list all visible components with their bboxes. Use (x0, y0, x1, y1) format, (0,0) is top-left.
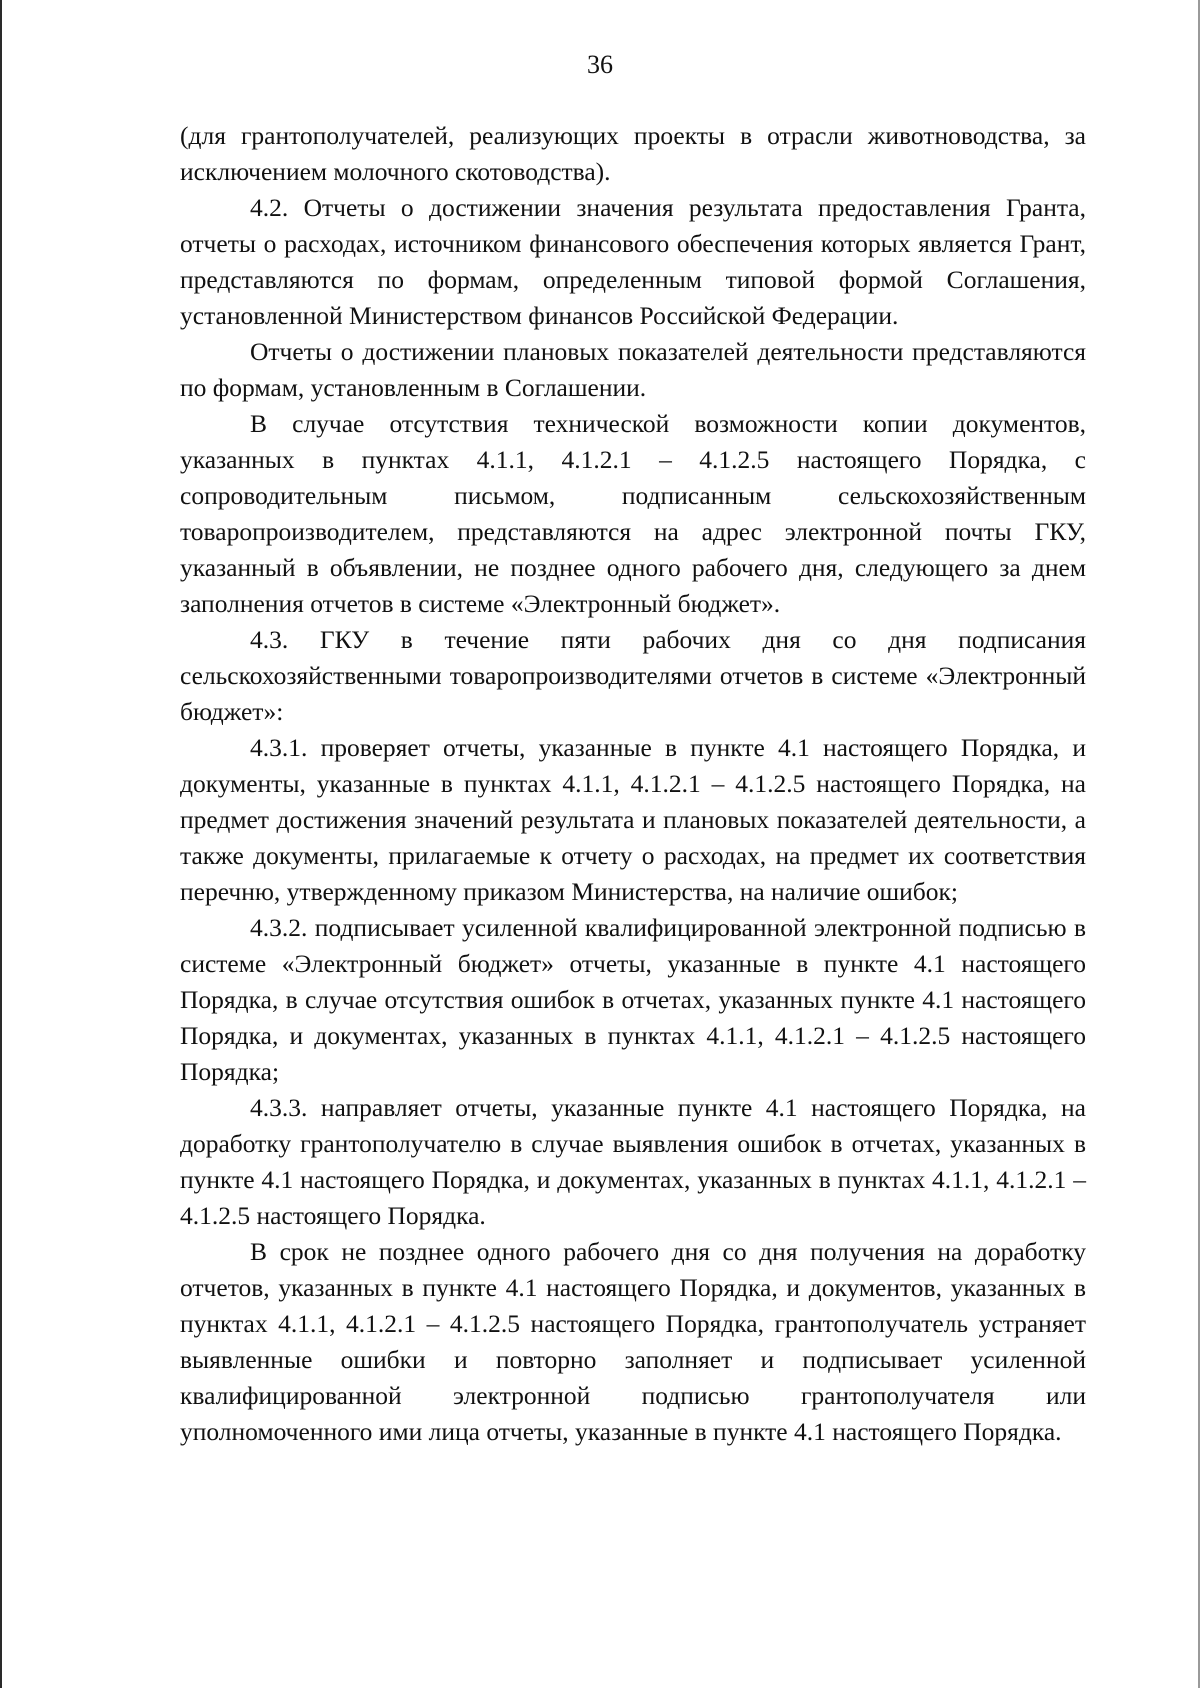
paragraph-planned-indicators: Отчеты о достижении плановых показателей деятельности представляются по формам, установленным в Соглашении. (180, 337, 1086, 402)
page-number: 36 (587, 50, 613, 79)
paragraph-4-2: 4.2. Отчеты о достижении значения результата предоставления Гранта, отчеты о расходах, источником финансового обеспечения которых является Грант, представляются по формам, определенным типовой формой Соглашения, установленной Министерством финансов Российской Федерации. (180, 193, 1086, 330)
paragraph-4-3-3: 4.3.3. направляет отчеты, указанные пункте 4.1 настоящего Порядка, на доработку грантополучателю в случае выявления ошибок в отчетах, указанных в пункте 4.1 настоящего Порядка, и документах, указанных в пунктах 4.1.1, 4.1.2.1 – 4.1.2.5 настоящего Порядка. (180, 1093, 1086, 1230)
paragraph-4-3: 4.3. ГКУ в течение пяти рабочих дня со дня подписания сельскохозяйственными товаропроизводителями отчетов в системе «Электронный бюджет»: (180, 625, 1086, 726)
paragraph-4-3-2: 4.3.2. подписывает усиленной квалифицированной электронной подписью в системе «Электронный бюджет» отчеты, указанные в пункте 4.1 настоящего Порядка, в случае отсутствия ошибок в отчетах, указанных пункте 4.1 настоящего Порядка, и документах, указанных в пунктах 4.1.1, 4.1.2.1 – 4.1.2.5 настоящего Порядка; (180, 913, 1086, 1086)
paragraph-revision-deadline: В срок не позднее одного рабочего дня со дня получения на доработку отчетов, указанных в пункте 4.1 настоящего Порядка, и документов, указанных в пунктах 4.1.1, 4.1.2.1 – 4.1.2.5 настоящего Порядка, грантополучатель устраняет выявленные ошибки и повторно заполняет и подписывает усиленной квалифицированной электронной подписью грантополучателя или уполномоченного ими лица отчеты, указанные в пункте 4.1 настоящего Порядка. (180, 1237, 1086, 1446)
document-body (180, 118, 1086, 1450)
paragraph-technical-absence: В случае отсутствия технической возможности копии документов, указанных в пунктах 4.1.1, 4.1.2.1 – 4.1.2.5 настоящего Порядка, с сопроводительным письмом, подписанным сельскохозяйственным товаропроизводителем, представляются на адрес электронной почты ГКУ, указанный в объявлении, не позднее одного рабочего дня, следующего за днем заполнения отчетов в системе «Электронный бюджет». (180, 409, 1086, 618)
paragraph-continuation: (для грантополучателей, реализующих проекты в отрасли животноводства, за исключением молочного скотоводства). (180, 121, 1086, 186)
paragraph-4-3-1: 4.3.1. проверяет отчеты, указанные в пункте 4.1 настоящего Порядка, и документы, указанные в пунктах 4.1.1, 4.1.2.1 – 4.1.2.5 настоящего Порядка, на предмет достижения значений результата и плановых показателей деятельности, а также документы, прилагаемые к отчету о расходах, на предмет их соответствия перечню, утвержденному приказом Министерства, на наличие ошибок; (180, 733, 1086, 906)
